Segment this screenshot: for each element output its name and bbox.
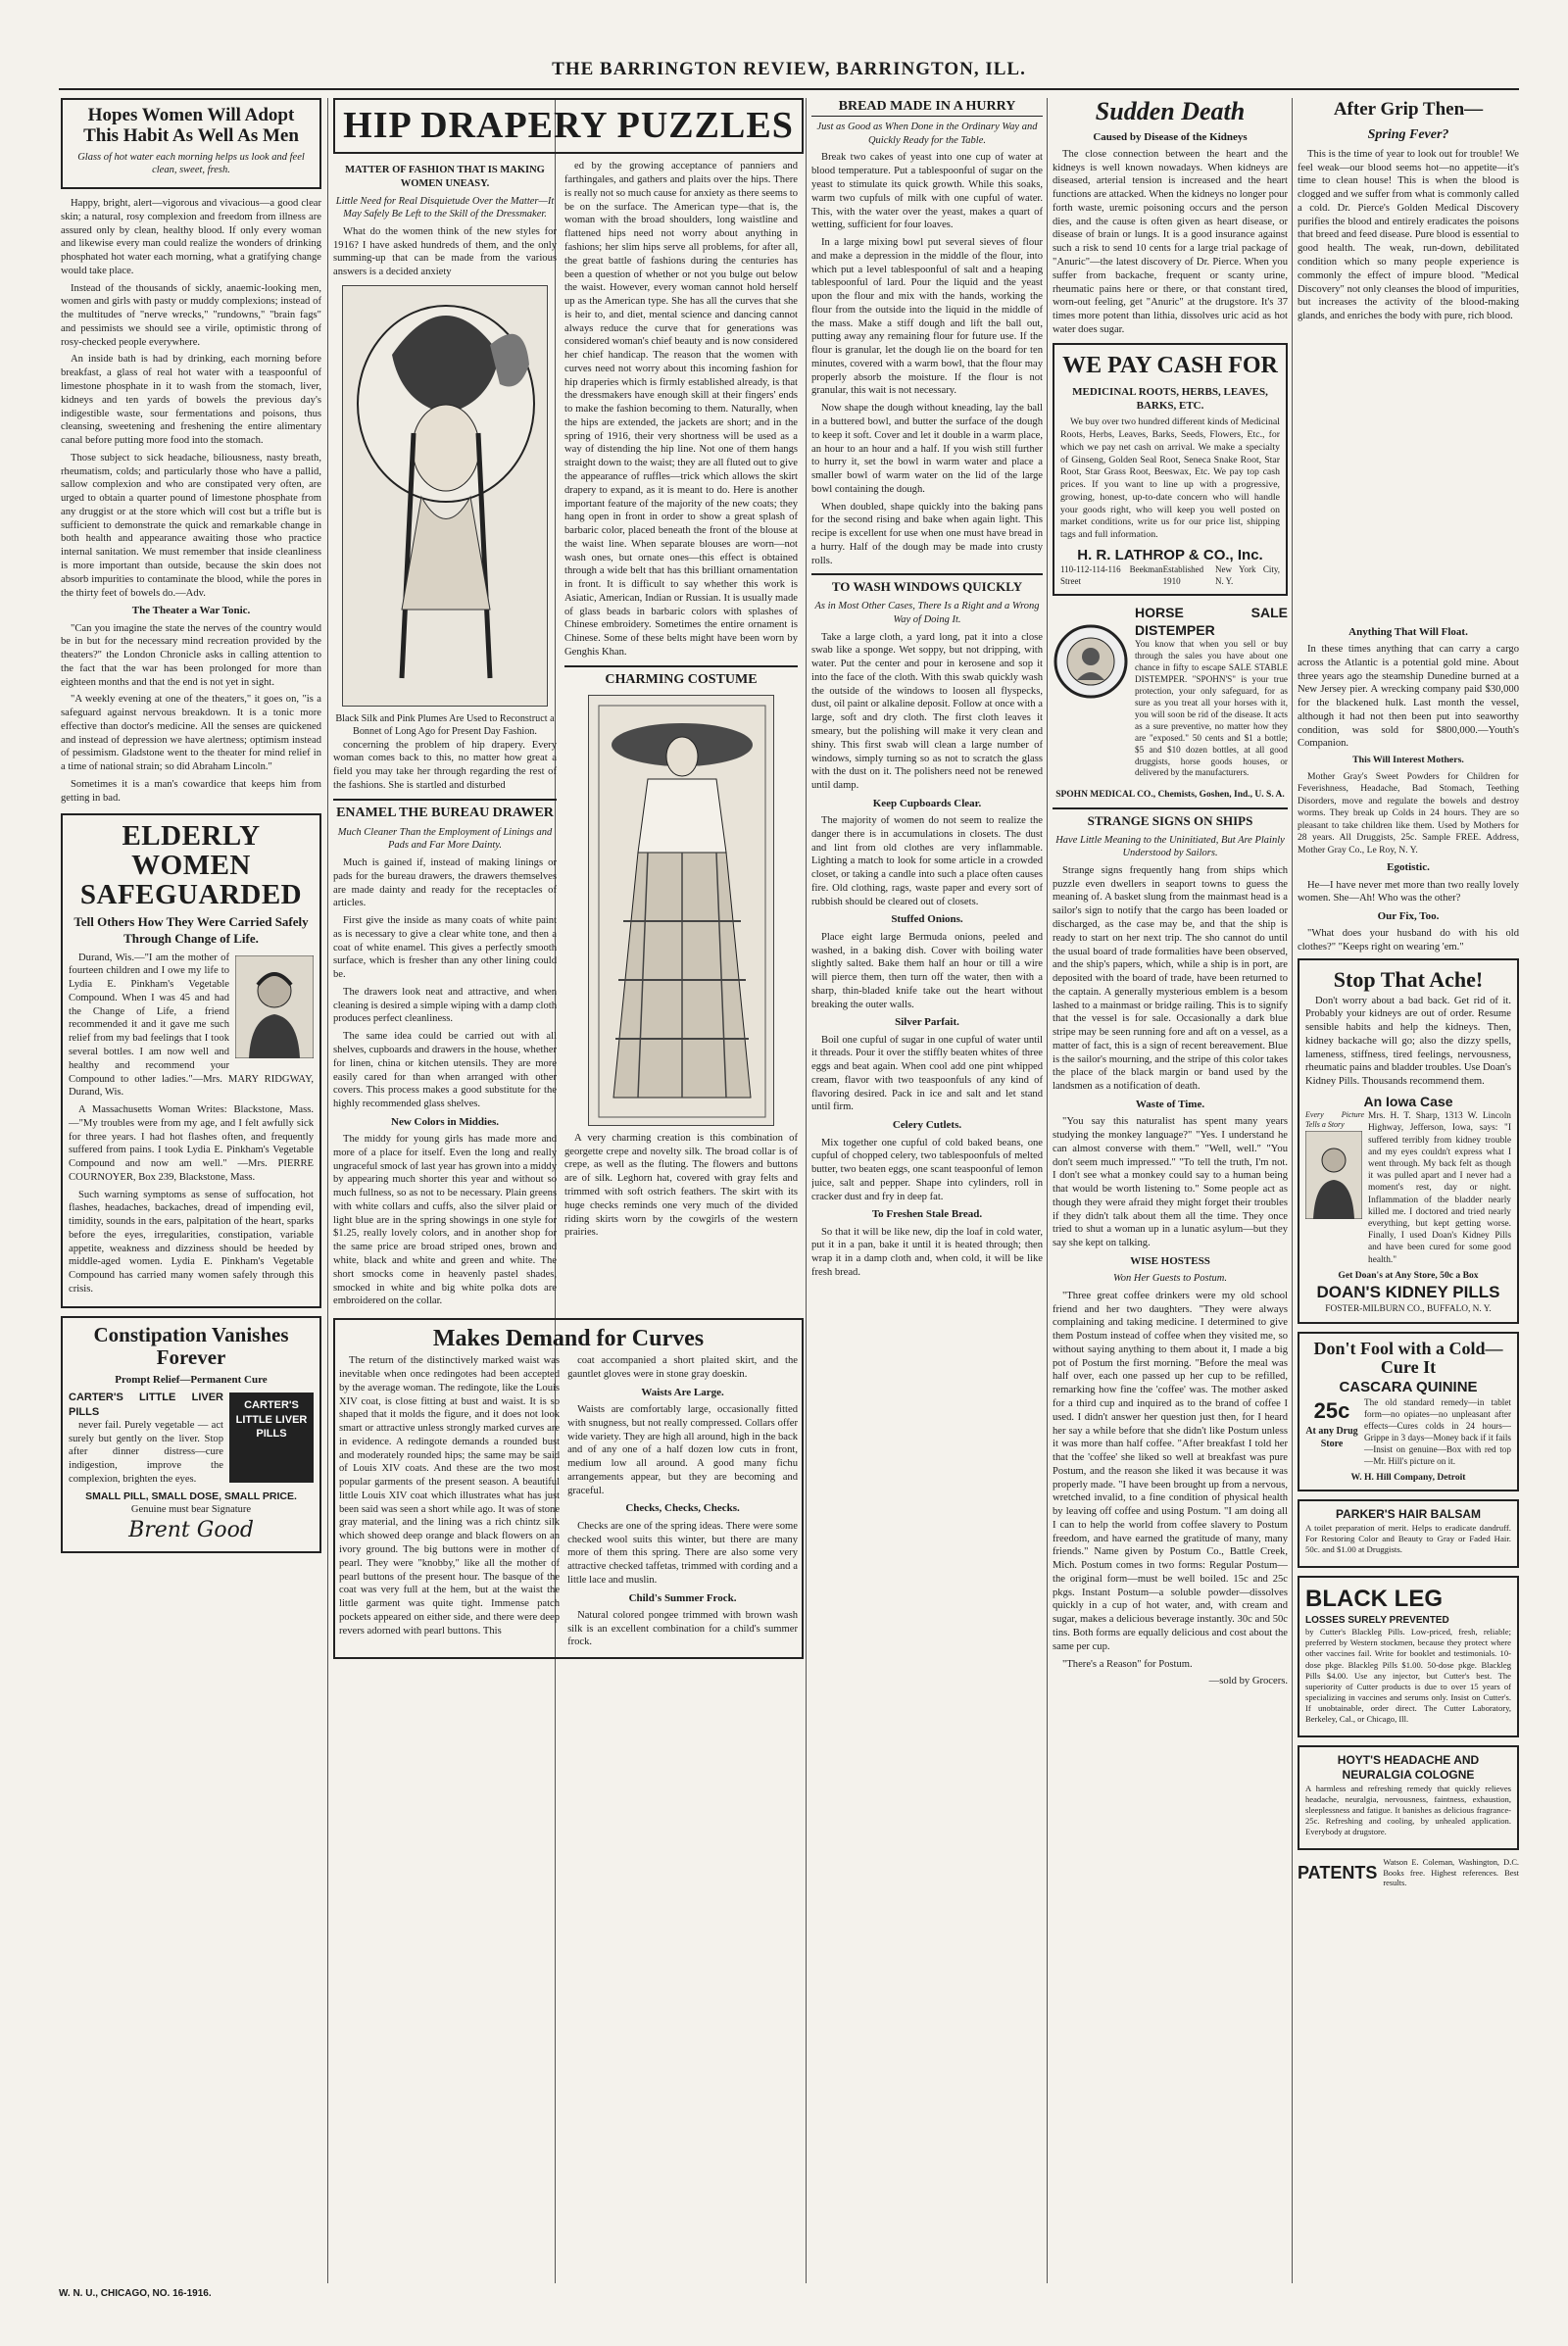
paragraph: The return of the distinctively marked waist was inevitable when once redingotes had been accepted by the average woman. The redingote, like the Louis XIV coat, is close fitting at bust and waist. It is so shaped that it molds the figure, and it does not look smart or attractive unless strongly marked curves are in evidence. A redingote demands a rounded bust and moderately rounded hips; the same may be said of Louis XIV coats. And these are the two most popular garments of the present season. A beautiful little Louis XIV coat which illustrates what has just been said was seen a short while ago. It was of stone gray material, and the lining was a rich chintz silk which showed deep orange and black flowers on an ivory ground. The big buttons were in mother of pearl. They were "knobby," like all the mother of pearl buttons of the present hour. The basque of the coat was very full at the hem, but at the waist the little garment was quite tight. Immense patch pockets appeared on either side, and there were deep revers adorned with pearl buttons. This: [339, 1355, 561, 1637]
paragraph: Waists are comfortably large, occasionally fitted with snugness, but not really compressed. Collars offer wide variety. They are high all around, high in the back and of any one of a half dozen low cuts in front, medium low all around. A good many fichu arrangements appear, but they are becoming and graceful.: [567, 1404, 798, 1496]
article-deck: MATTER OF FASHION THAT IS MAKING WOMEN UNEASY.: [345, 165, 545, 190]
spohn-advert: [1053, 604, 1288, 784]
section-deck: Have Little Meaning to the Uninitiated, But Are Plainly Understood by Sailors.: [1055, 834, 1285, 859]
paragraph: In a large mixing bowl put several sieves of flour and make a depression in the middle of the flour, into which put a level tablespoonful of salt and a heaping tablespoonful of lard. Pour the liquid and the yeast upon the flour and mix with the hands, working the flour from the outside into the liquid in the middle of the mass. Make a stiff dough and lift the ball out, putting away any remaining flour for future use. If the flour is granular, let the dough lie on the board for ten minutes, covered with a warm bowl, that the flour may properly absorb the moisture. If the flour is not granular, this wait is not necessary.: [811, 237, 1043, 397]
paragraph: Take a large cloth, a yard long, pat it into a close swab like a sponge. Wet soppy, but not dripping, with water. Put the center and pour in kerosene and sop it into the face of the cloth. With this swab quickly wash the outside of the windows to loosen all flyspecks, dust, oil paint or alkaline deposit. Follow at once with a large, soft and dry cloth. The first cloth leaves it smeary, but the polishing will make it very clean and shiny. This first swab will clean a large number of windows, simply turning so as not to scratch the glass with the dust on it. The polishers need not be renewed until damp.: [811, 631, 1043, 792]
article-title: Hopes Women Will Adopt This Habit As Well As Men: [83, 105, 299, 146]
section-heading: New Colors in Middies.: [391, 1115, 499, 1128]
brand-name: CASCARA QUININE: [1339, 1379, 1478, 1396]
paragraph: An inside bath is had by drinking, each morning before breakfast, a glass of real hot water with a teaspoonful of limestone phosphate in it to wash from the stomach, liver, kidneys and ten yards of bowels the previous day's indigestible waste, sour fermentations and poisons, thus cleansing, sweetening and freshening the entire alimentary canal before putting more food into the stomach.: [61, 354, 321, 447]
section-heading: Celery Cutlets.: [892, 1119, 962, 1132]
paragraph: ed by the growing acceptance of panniers and farthingales, and gathers and plaits over the hips. There is really not so much cause for anxiety as there seems to be on the surface. The American type—that is, the woman with the broad shoulders, long waistline and flattened hips need not worry about anything in fashions; her slim hips serve all problems, for after all, the great battle of fashions during the centuries has been a question of whether or not you bulge out below the waist. However, every woman cannot hold herself up as the American type. She has all the curves that she is heir to, and diet, mental science and dancing cannot always reduce the curve that for generations was considered woman's chief beauty and is now considered her chief handicap. The reason that the women with curves need not worry about this incoming fashion for hip draperies which is firmly established already, is that the dressmakers have enough skill at their fingers' ends to make the fashion becoming to them. Naturally, when the hips are extended, the jackets are short; and in the spring of 1916, their very shortness will be used as a way of distending the hip line. Not one of them hangs straight down to the waist; they are all fluted out to give the appearance of ruffles—trick which allows the skirt drapery to expand, as it is meant to do. Here is another important feature of the majority of the new coats; they hang open in front in order to show a great splash of barbaric color, placed beneath the front of the blouse at the waist line. When separate blouses are worn—not wash ones, but ornate ones—this effect is obtained through a wide belt that has this brilliant ornamentation in front. It is difficult to say whether this work is Asiatic, American, Indian or Russian. It is usually made of glass beads in barbaric colors with splashes of Chinese embroidery. Sometimes the entire ornament is Chinese. Some of these belts might have been worn by Genghis Khan.: [564, 161, 798, 658]
bonnet-illustration: [342, 285, 548, 707]
advert-headline: HOYT'S HEADACHE AND NEURALGIA COLOGNE: [1337, 1752, 1480, 1783]
section-title: BREAD MADE IN A HURRY: [811, 98, 1043, 117]
advert-subhead: Prompt Relief—Permanent Cure: [115, 1373, 268, 1386]
advert-subhead: An Iowa Case: [1363, 1093, 1453, 1109]
section-heading: Silver Parfait.: [895, 1016, 959, 1029]
section-title: STRANGE SIGNS ON SHIPS: [1053, 807, 1288, 830]
advert-headline: PATENTS: [1298, 1863, 1378, 1883]
section-title: CHARMING COSTUME: [564, 665, 798, 689]
paragraph: A Massachusetts Woman Writes: Blackstone, Mass.—"My troubles were from my age, and I felt awfully sick for three years. I had hot flashes often, and frequently suffered from pains. I took Lydia E. Pinkham's Vegetable Compound and now am well." —Mrs. PIERRE COURNOYER, Box 239, Blackstone, Mass.: [69, 1104, 314, 1183]
advert-headline: BLACK LEG: [1305, 1585, 1443, 1612]
firm-established: Established 1910: [1162, 564, 1204, 586]
paragraph: Sometimes it is a man's cowardice that keeps him from getting in bad.: [61, 778, 321, 804]
paragraph: "Three great coffee drinkers were my old school friend and her two daughters. "They were always complaining and taking medicine. I determined to give them Postum instead of coffee when they visited me, so without saying anything to them about it, I made a big pot of Postum the first morning. "Before the meal was half over, each one passed up her cup to be refilled, remarking how fine the 'coffee' was. The mother asked for a third cup and inquired as to the brand of coffee I used. I didn't answer her question just then, for I heard her say a while before that she didn't like Postum unless it was more than half coffee. "After breakfast I told her that the 'coffee' she liked so well at breakfast was pure Postum, and the reason she liked it was because it was properly made. "I have been brought up from a nervous, wretched invalid, to a fine condition of physical health by leaving off coffee and using Postum. "I am doing all I can to help the world from coffee slavery to Postum freedom, and have earned the gratitude of many, many friends." Name given by Postum Co., Battle Creek, Mich. Postum comes in two forms: Regular Postum—the original form—must be well boiled. 15c and 25c pkgs. Instant Postum—a soluble powder—dissolves quickly in a cup of hot water, and, with cream and sugar, makes a delicious beverage instantly. 30c and 50c tins. Both forms are equally delicious and cost about the same per cup.: [1053, 1290, 1288, 1652]
advert-headline: Constipation Vanishes Forever: [93, 1322, 289, 1369]
section-heading: The Theater a War Tonic.: [131, 605, 251, 617]
section-heading: Checks, Checks, Checks.: [625, 1502, 740, 1515]
article-deck: Little Need for Real Disquietude Over the Matter—It May Safely Be Left to the Skill of the Dressmaker.: [335, 195, 555, 220]
section-heading: Egotistic.: [1387, 861, 1430, 874]
advert-subhead: Spring Fever?: [1367, 126, 1449, 142]
hopes-women-article: [61, 98, 321, 189]
paragraph: Those subject to sick headache, biliousness, nasty breath, rheumatism, colds; and particularly those who have a pallid, sallow complexion and who are constipated very often, are urged to obtain a quarter pound of limestone phosphate from any druggist or at the store which will cost but a trifle but is sufficient to demonstrate the quick and remarkable change in both health and appearance awaiting those who practice internal sanitation. We must remember that inside cleanliness is more important than outside, because the skin does not absorb impurities to contaminate the blood, while the pores in the thirty feet of bowels do.—Adv.: [61, 452, 321, 599]
column-6: [1298, 98, 1519, 2283]
section-heading: Our Fix, Too.: [1377, 910, 1440, 923]
article-title: HIP DRAPERY PUZZLES: [333, 98, 804, 154]
column-rule: [1047, 98, 1048, 2283]
section-title: TO WASH WINDOWS QUICKLY: [811, 573, 1043, 596]
paragraph: The majority of women do not seem to realize the danger there is in accumulations in closets. The dust and lint from old clothes are very inflammable. Lighting a match to look for some article in a crowded closet, or taking a candle into such a place often causes fire. Old clothing, rags, waste paper and every sort of rubbish should be cleared out of closets.: [811, 815, 1043, 907]
paragraph: A toilet preparation of merit. Helps to eradicate dandruff. For Restoring Color and Beauty to Gray or Faded Hair. 50c. and $1.00 at Druggists.: [1305, 1522, 1511, 1555]
costume-illustration: [588, 695, 774, 1126]
paragraph: Natural colored pongee trimmed with brown wash silk is an excellent combination for a child's summer frock.: [567, 1609, 798, 1648]
paragraph: A harmless and refreshing remedy that quickly relieves headache, neuralgia, nervousness, faintness, exhaustion, sleeplessness and fatigue. It banishes as delicious fragrance-25c. Refreshing and cooling, by unhealed application. Everybody at drugstore.: [1305, 1783, 1511, 1837]
illustration-caption: Every Picture Tells a Story: [1305, 1110, 1364, 1130]
firm-name: SPOHN MEDICAL CO., Chemists, Goshen, Ind., U. S. A.: [1055, 790, 1285, 801]
paragraph: When doubled, shape quickly into the baking pans for the second rising and bake when again light. This recipe is excellent for use when one must have bread in a hurry. Half of the dough may be made into crusty rolls.: [811, 501, 1043, 566]
section-deck: Much Cleaner Than the Employment of Linings and Pads and Far More Dainty.: [337, 826, 553, 852]
portrait-illustration: [235, 955, 314, 1058]
portrait-illustration: [1305, 1131, 1362, 1219]
paragraph: The middy for young girls has made more and more of a place for itself. Even the long and really ungraceful smock of last year has grown into a middy by appearing much shorter this year and without so much fullness, so as not to be necessary. Plain greens with white collars and cuffs, also the silver plaid or light blue are in the spring showings in one style for $1.25, really lovely colors, and in another shop for the same price are broad striped ones, brown and white, black and white and green and white. The short smocks come in heavenly pastel shades, smocked in white and big white polka dots are embroidered on the collar.: [333, 1134, 557, 1307]
advert-headline: ELDERLY WOMEN SAFEGUARDED: [79, 819, 303, 911]
where-to-buy: At any Drug Store: [1305, 1426, 1358, 1450]
paragraph: Now shape the dough without kneading, lay the ball in a buttered bowl, and butter the surface of the dough to keep it soft. Cover and let it double in a warm place, an hour to an hour and a half. If you wish still further to hurry it, set the bowl in warm water and place a smaller bowl of warm water on the lid of the large bowl containing the dough.: [811, 403, 1043, 495]
paragraph: The drawers look neat and attractive, and when cleaning is desired a simple wiping with a damp cloth produces perfect cleanliness.: [333, 986, 558, 1025]
paragraph: Mix together one cupful of cold baked beans, one cupful of chopped celery, two tablespoonfuls of melted butter, two beaten eggs, one scant teaspoonful of lemon juice, salt and pepper. Shape into cylinders, roll in cracker dust and fry in deep fat.: [811, 1137, 1043, 1202]
paragraph: He—I have never met more than two really lovely women. She—Ah! Who was the other?: [1298, 879, 1519, 904]
paragraph: Such warning symptoms as sense of suffocation, hot flashes, headaches, backaches, dread of impending evil, timidity, sounds in the ears, palpitation of the heart, sparks before the eyes, irregularities, constipation, variable appetite, weakness and dizziness should be heeded by middle-aged women. Lydia E. Pinkham's Vegetable Compound has carried many women safely through this crisis.: [69, 1189, 314, 1295]
firm-name: W. H. Hill Company, Detroit: [1350, 1471, 1466, 1483]
advert-headline: HORSE SALE DISTEMPER: [1135, 604, 1288, 638]
masthead: THE BARRINGTON REVIEW, BARRINGTON, ILL.: [59, 51, 1519, 90]
advert-subhead: Tell Others How They Were Carried Safely Through Change of Life.: [74, 913, 309, 946]
illustration-caption: A very charming creation is this combination of georgette crepe and novelty silk. The broad collar is of crepe, as well as the fluting. The flowers and buttons are of silk. Leghorn hat, covered with gray felts and trimmed with soft ostrich feathers. The skirt with its huge checks reminds one very much of the divided riding skirts worn by the cowgirls of the western prairies.: [564, 1132, 798, 1239]
paragraph: Break two cakes of yeast into one cup of water at blood temperature. Put a tablespoonful of sugar on the yeast to stimulate its quick growth. While this soaks, warm two cupfuls of milk with one cupful of water. This, with the water over the yeast, makes a quart of wetting, sufficient for four loaves.: [811, 152, 1043, 231]
section-title: ENAMEL THE BUREAU DRAWER: [333, 799, 557, 822]
section-heading: Child's Summer Frock.: [628, 1591, 737, 1604]
section-heading: Anything That Will Float.: [1348, 625, 1468, 638]
firm-name: H. R. LATHROP & CO., Inc.: [1077, 546, 1263, 563]
newspaper-union-footer: W. N. U., CHICAGO, NO. 16-1916.: [59, 2288, 212, 2299]
paragraph: The same idea could be carried out with all shelves, cupboards and drawers in the house, whether for linen, china or kitchen utensils. They are more easily cared for than when arranged with other covers. This process makes a good substitute for the highly recommended glass shelves.: [333, 1031, 557, 1110]
illustration-caption: Black Silk and Pink Plumes Are Used to Reconstruct a Bonnet of Long Ago for Present Day Fashion.: [335, 713, 555, 738]
small-pill-slogan: SMALL PILL, SMALL DOSE, SMALL PRICE.: [85, 1490, 297, 1502]
paragraph: "There's a Reason" for Postum.: [1062, 1658, 1193, 1670]
paragraph: "Can you imagine the state the nerves of the country would be in but for the necessary mind recreation provided by the theaters?" the London Chronicle asks in calling attention to the fact that the war has been prolonged for more than eighteen months and that the end is not yet in sight.: [61, 622, 321, 688]
section-title: Makes Demand for Curves: [432, 1326, 705, 1352]
paragraph: coat accompanied a short plaited skirt, and the gauntlet gloves were in stone gray doeskin.: [567, 1355, 798, 1381]
column-rule: [327, 98, 328, 2283]
paragraph: Mrs. H. T. Sharp, 1313 W. Lincoln Highway, Jefferson, Iowa, says: "I suffered terribly from kidney trouble and my eyes couldn't express what I went through. My back felt as though it was pulled apart and I never had a moment's rest, day or night. Inflammation of the bladder nearly killed me. I doctored and tried nearly everything, but kept getting worse. Finally, I used Doan's Kidney Pills and have been cured for some good health.": [1368, 1111, 1511, 1265]
blackleg-advert: [1298, 1576, 1519, 1737]
paragraph: "What does your husband do with his old clothes?" "Keeps right on wearing 'em.": [1298, 928, 1519, 953]
doans-advert: [1298, 958, 1519, 1324]
paragraph: by Cutter's Blackleg Pills. Low-priced, fresh, reliable; preferred by Western stockmen, because they protect where other vaccines fail. Write for booklet and testimonials. 10-dose pkge. Blackleg Pills $1.00. 50-dose pkge. Blackleg Pills $4.00. Use any injector, but Cutter's best. The superiority of Cutter products is due to over 15 years of specializing in vaccines and serums only. Insist on Cutter's. If unobtainable, order direct. The Cutter Laboratory, Berkeley, Cal., or Chicago, Ill.: [1305, 1627, 1511, 1725]
hoyt-advert: [1298, 1745, 1519, 1850]
paragraph: In these times anything that can carry a cargo across the Atlantic is a potential gold mine. About three years ago the steamship Dunedine burned at a New Jersey pier. A wrecking company paid $30,000 for the blackened hulk. Last month the vessel, although it had not then been put into seaworthy condition, was sold for $800,000.—Youth's Companion.: [1298, 644, 1519, 750]
fashion-section: [333, 98, 804, 2283]
paragraph: "A weekly evening at one of the theaters," it goes on, "is a safeguard against nervous breakdown. It is a tonic more effective than doctor's medicine. All the senses are quickened and instead of depression we have alertness; optimism instead of pessimism. Gladstone went to the theater for mind relief in a time of national strain; so did Abraham Lincoln.": [61, 694, 321, 773]
column-rule: [806, 98, 807, 2283]
section-deck: As in Most Other Cases, There Is a Right and a Wrong Way of Doing It.: [814, 601, 1040, 625]
section-heading: Keep Cupboards Clear.: [872, 797, 982, 809]
lathrop-advert: [1053, 343, 1288, 596]
brand-name: DOAN'S KIDNEY PILLS: [1316, 1283, 1500, 1302]
paragraph: You know that when you sell or buy through the sales you have about one chance in fifty to escape SALE STABLE DISTEMPER. "SPOHN'S" is your true protection, your only safeguard, for as sure as you treat all your horses with it, you will soon be rid of the disease. It acts as a sure preventive, no matter how they are "exposed." 50 cents and $1 a bottle; $5 and $10 dozen bottles, at all good druggists, horse goods houses, or delivered by the manufacturers.: [1135, 638, 1288, 778]
section-heading: Stuffed Onions.: [891, 913, 963, 926]
paragraph: What do the women think of the new styles for 1916? I have asked hundreds of them, and the only summing-up that can be made from the various answers is a decided anxiety: [333, 225, 557, 278]
column-1: [61, 98, 321, 2283]
signature-image: Brent Good: [128, 1517, 254, 1542]
spohn-seal-icon: [1053, 604, 1129, 719]
brand-name: CARTER'S LITTLE LIVER PILLS: [69, 1392, 223, 1418]
section-heading: This Will Interest Mothers.: [1352, 755, 1464, 766]
signature-note: Genuine must bear Signature: [130, 1504, 252, 1516]
section-heading: WISE HOSTESS: [1130, 1254, 1210, 1267]
advert-headline: WE PAY CASH FOR: [1062, 352, 1278, 378]
paragraph: The close connection between the heart and the kidneys is well known nowadays. When kidneys are diseased, arterial tension is increased and the heart functions are attacked. When the kidneys no longer pour forth waste, uremic poisoning occurs and the person dies, and the cause is often given as heart disease, or disease of brain or lungs. It is a good insurance against such a risk to send 10 cents for a large trial package of "Anuric"—the latest discovery of Dr. Pierce. When you suffer from backache, frequent or scanty urine, rheumatic pains here or there, or that constant tired, worn-out feeling, get "Anuric" at the drugstore. It's 37 times more potent than lithia, dissolves uric acid as hot water does sugar.: [1053, 148, 1288, 335]
paragraph: So that it will be like new, dip the loaf in cold water, put it in a pan, bake it until it is heated through; then wrap it in a damp cloth and, when cold, it will be like fresh bread.: [811, 1226, 1043, 1278]
column-5: [1053, 98, 1288, 2283]
section-heading: To Freshen Stale Bread.: [871, 1208, 983, 1221]
paragraph: Place eight large Bermuda onions, peeled and washed, in a baking dish. Cover with boiling water slightly salted. Bake them half an hour or till a wire will pierce them, then turn off the water, then with a sharp, thin-bladed knife take out the heart without breaking the outer walls.: [811, 931, 1043, 1010]
paragraph: Watson E. Coleman, Washington, D.C. Books free. Highest references. Best results.: [1383, 1857, 1519, 1888]
advert-headline: Sudden Death: [1095, 98, 1246, 125]
paragraph: concerning the problem of hip drapery. Every woman comes back to this, no matter how great a field you may take her through regarding the rest of the fashions. She is startled and disturbed: [333, 739, 557, 791]
paragraph: First give the inside as many coats of white paint as is necessary to give a clear white tone, and then a coat of white enamel. This gives a perfectly smooth surface, which is fresher than any other lining could be.: [333, 915, 557, 981]
paragraph: "You say this naturalist has spent many years studying the monkey language?" "Yes. I understand he can almost converse with them." "Well, well." "You don't seem much impressed." "To tell the truth, I'm not. I don't see what a monkey could say to a human being that would be worth listening to." Some people act as though they were afraid they might forget their troubles if they didn't talk about them all the time. They once tried to shut a woman up in a lunatic asylum—but they say she kept on talking.: [1053, 1116, 1288, 1249]
paragraph: Much is gained if, instead of making linings or pads for the bureau drawers, the drawers themselves are made dainty and ready for the receptacles of articles.: [333, 857, 557, 909]
firm-city: New York City, N. Y.: [1214, 564, 1281, 586]
carters-advert: [61, 1316, 321, 1553]
paragraph: This is the time of year to look out for trouble! We feel weak—our blood seems hot—no appetite—it's time to clean house! This is when the blood is clogged and we suffer from what is commonly called a cold. Dr. Pierce's Golden Medical Discovery purifies the blood and entirely eradicates the poisons that breed and feed disease. Pure blood is essential to good health. The weak, run-down, debilitated condition which so many people experience is commonly the effect of impure blood. "Medical Discovery" not only cleanses the blood of impurities, but increases the activity of the blood-making glands, and enriches the body with pure, rich blood.: [1298, 148, 1519, 322]
firm-name: FOSTER-MILBURN CO., BUFFALO, N. Y.: [1325, 1304, 1492, 1315]
advert-subhead: MEDICINAL ROOTS, HERBS, LEAVES, BARKS, ETC.: [1072, 385, 1268, 413]
paragraph: Boil one cupful of sugar in one cupful of water until it threads. Pour it over the stiffly beaten whites of three eggs and beat again. When cool add one pint whipped cream, flavor with two teaspoonfuls of any kind of flavoring desired. Pack in ice and salt and let stand until firm.: [811, 1034, 1043, 1113]
patents-advert: [1298, 1858, 1519, 1890]
paragraph: Mother Gray's Sweet Powders for Children for Feverishness, Headache, Bad Stomach, Teething Disorders, move and regulate the bowels and destroy worms. They break up Colds in 24 hours. They are so pleasant to take children like them. Used by Mothers for 28 years. All Druggists, 25c. Sample FREE. Address, Mother Gray Co., Le Roy, N. Y.: [1298, 770, 1519, 855]
advert-subhead: Caused by Disease of the Kidneys: [1093, 130, 1248, 143]
pinkham-advert: [61, 813, 321, 1308]
paragraph: Happy, bright, alert—vigorous and vivacious—a good clear skin; a natural, rosy complexion and freedom from illness are assured only by clean, healthy blood. If only every woman and likewise every man could realize the wonders of drinking phosphated hot water each morning, what a gratifying change would take place.: [61, 198, 321, 276]
advert-headline: PARKER'S HAIR BALSAM: [1336, 1506, 1481, 1521]
column-rule: [1292, 98, 1293, 2283]
price: 25c: [1313, 1397, 1350, 1423]
paragraph: never fail. Purely vegetable — act surely but gently on the liver. Stop after dinner distress—cure indigestion, improve the complexion, brighten the eyes.: [69, 1419, 223, 1485]
cascara-advert: [1298, 1332, 1519, 1491]
paragraph: Strange signs frequently hang from ships which puzzle even dwellers in seaport towns to guess the meaning of. A basket slung from the mainmast head is a sailor's sign to notify that the cargo has been loaded or discharged, as the case may be, and that the ship is ready to start on her next trip. The sho cannot do until the usual board of trade formalities have been observed, and the ship's papers, which, while a ship is in port, are deposited with the board of trade, have been returned to the captain. A generally mysterious emblem is a besom lashed to a mainmast or bridge railing. This is to signify that the vessel is for sale. Occasionally a dark blue stripe may be seen running fore and aft on a vessel, as a matter of fact, this is a sign of recent bereavement. Blue is the sailor's mourning, and the stripe of this color takes the place of the black margin or band used by the landsmen as a notification of death.: [1053, 864, 1288, 1093]
parker-advert: [1298, 1499, 1519, 1568]
section-deck: Just as Good as When Done in the Ordinary Way and Quickly Ready for the Table.: [816, 122, 1038, 146]
paragraph: We buy over two hundred different kinds of Medicinal Roots, Herbs, Leaves, Barks, Seeds, Flowers, Etc., for which we pay net cash on arrival. We make a specialty of Ginseng, Golden Seal Root, Seneca Snake Root, Star Root, Star Grass Root, Beeswax, Etc. We pay top cash prices. If you want to line up with a progressive, growing, honest, up-to-date concern who will handle your goods right, who will keep you well posted on market conditions, write us for our price list, shipping tags and full information.: [1060, 416, 1280, 540]
section-deck: Won Her Guests to Postum.: [1113, 1273, 1227, 1285]
paragraph: The old standard remedy—in tablet form—no opiates—no unpleasant after effects—Cures colds in 24 hours—Grippe in 3 days—Money back if it fails—Insist on genuine—Box with red top—Mr. Hill's picture on it.: [1364, 1396, 1511, 1466]
price-note: Get Doan's at Any Store, 50c a Box: [1338, 1269, 1479, 1281]
paragraph: —sold by Grocers.: [1208, 1676, 1288, 1687]
advert-headline: Don't Fool with a Cold—Cure It: [1313, 1338, 1503, 1378]
pill-box-illustration: CARTER'S LITTLE LIVER PILLS: [229, 1393, 314, 1483]
article-subtitle: Glass of hot water each morning helps us look and feel clean, sweet, fresh.: [77, 151, 305, 176]
curves-article: [333, 1318, 804, 1659]
advert-headline: Stop That Ache!: [1333, 966, 1484, 992]
paragraph: Durand, Wis.—"I am the mother of fourteen children and I owe my life to Lydia E. Pinkham's Vegetable Compound. When I was 45 and had the Change of Life, a friend recommended it and it gave me such relief from my bad feelings that I took several bottles. I am now well and healthy and recommend your Compound to other ladies."—Mrs. MARY RIDGWAY, Durand, Wis.: [69, 952, 314, 1099]
section-heading: Waste of Time.: [1135, 1098, 1205, 1110]
advert-headline: After Grip Then—: [1333, 99, 1484, 120]
advert-subhead: LOSSES SURELY PREVENTED: [1305, 1615, 1449, 1627]
firm-address: 110-112-114-116 Beekman Street: [1060, 564, 1163, 586]
section-heading: Waists Are Large.: [641, 1386, 724, 1398]
paragraph: Instead of the thousands of sickly, anaemic-looking men, women and girls with pasty or muddy complexions; instead of the multitudes of "nerve wrecks," "rundowns," "brain fags" and pessimists we should see a virile, optimistic throng of rosy-checked people everywhere.: [61, 282, 321, 348]
paragraph: Checks are one of the spring ideas. There were some checked wool suits this winter, but there are many more of them this spring. There are also some very attractive checked taffetas, trimmed with cording and a little lace and muslin.: [567, 1520, 798, 1586]
column-4: [811, 98, 1043, 2283]
paragraph: Don't worry about a bad back. Get rid of it. Probably your kidneys are out of order. Resume sensible habits and help the kidneys. Then, kidney backache will go; also the dizzy spells, lameness, stiffness, tired feelings, nervousness, rheumatic pains and bladder troubles. Use Doan's Kidney Pills. Thousands recommend them.: [1305, 995, 1511, 1088]
